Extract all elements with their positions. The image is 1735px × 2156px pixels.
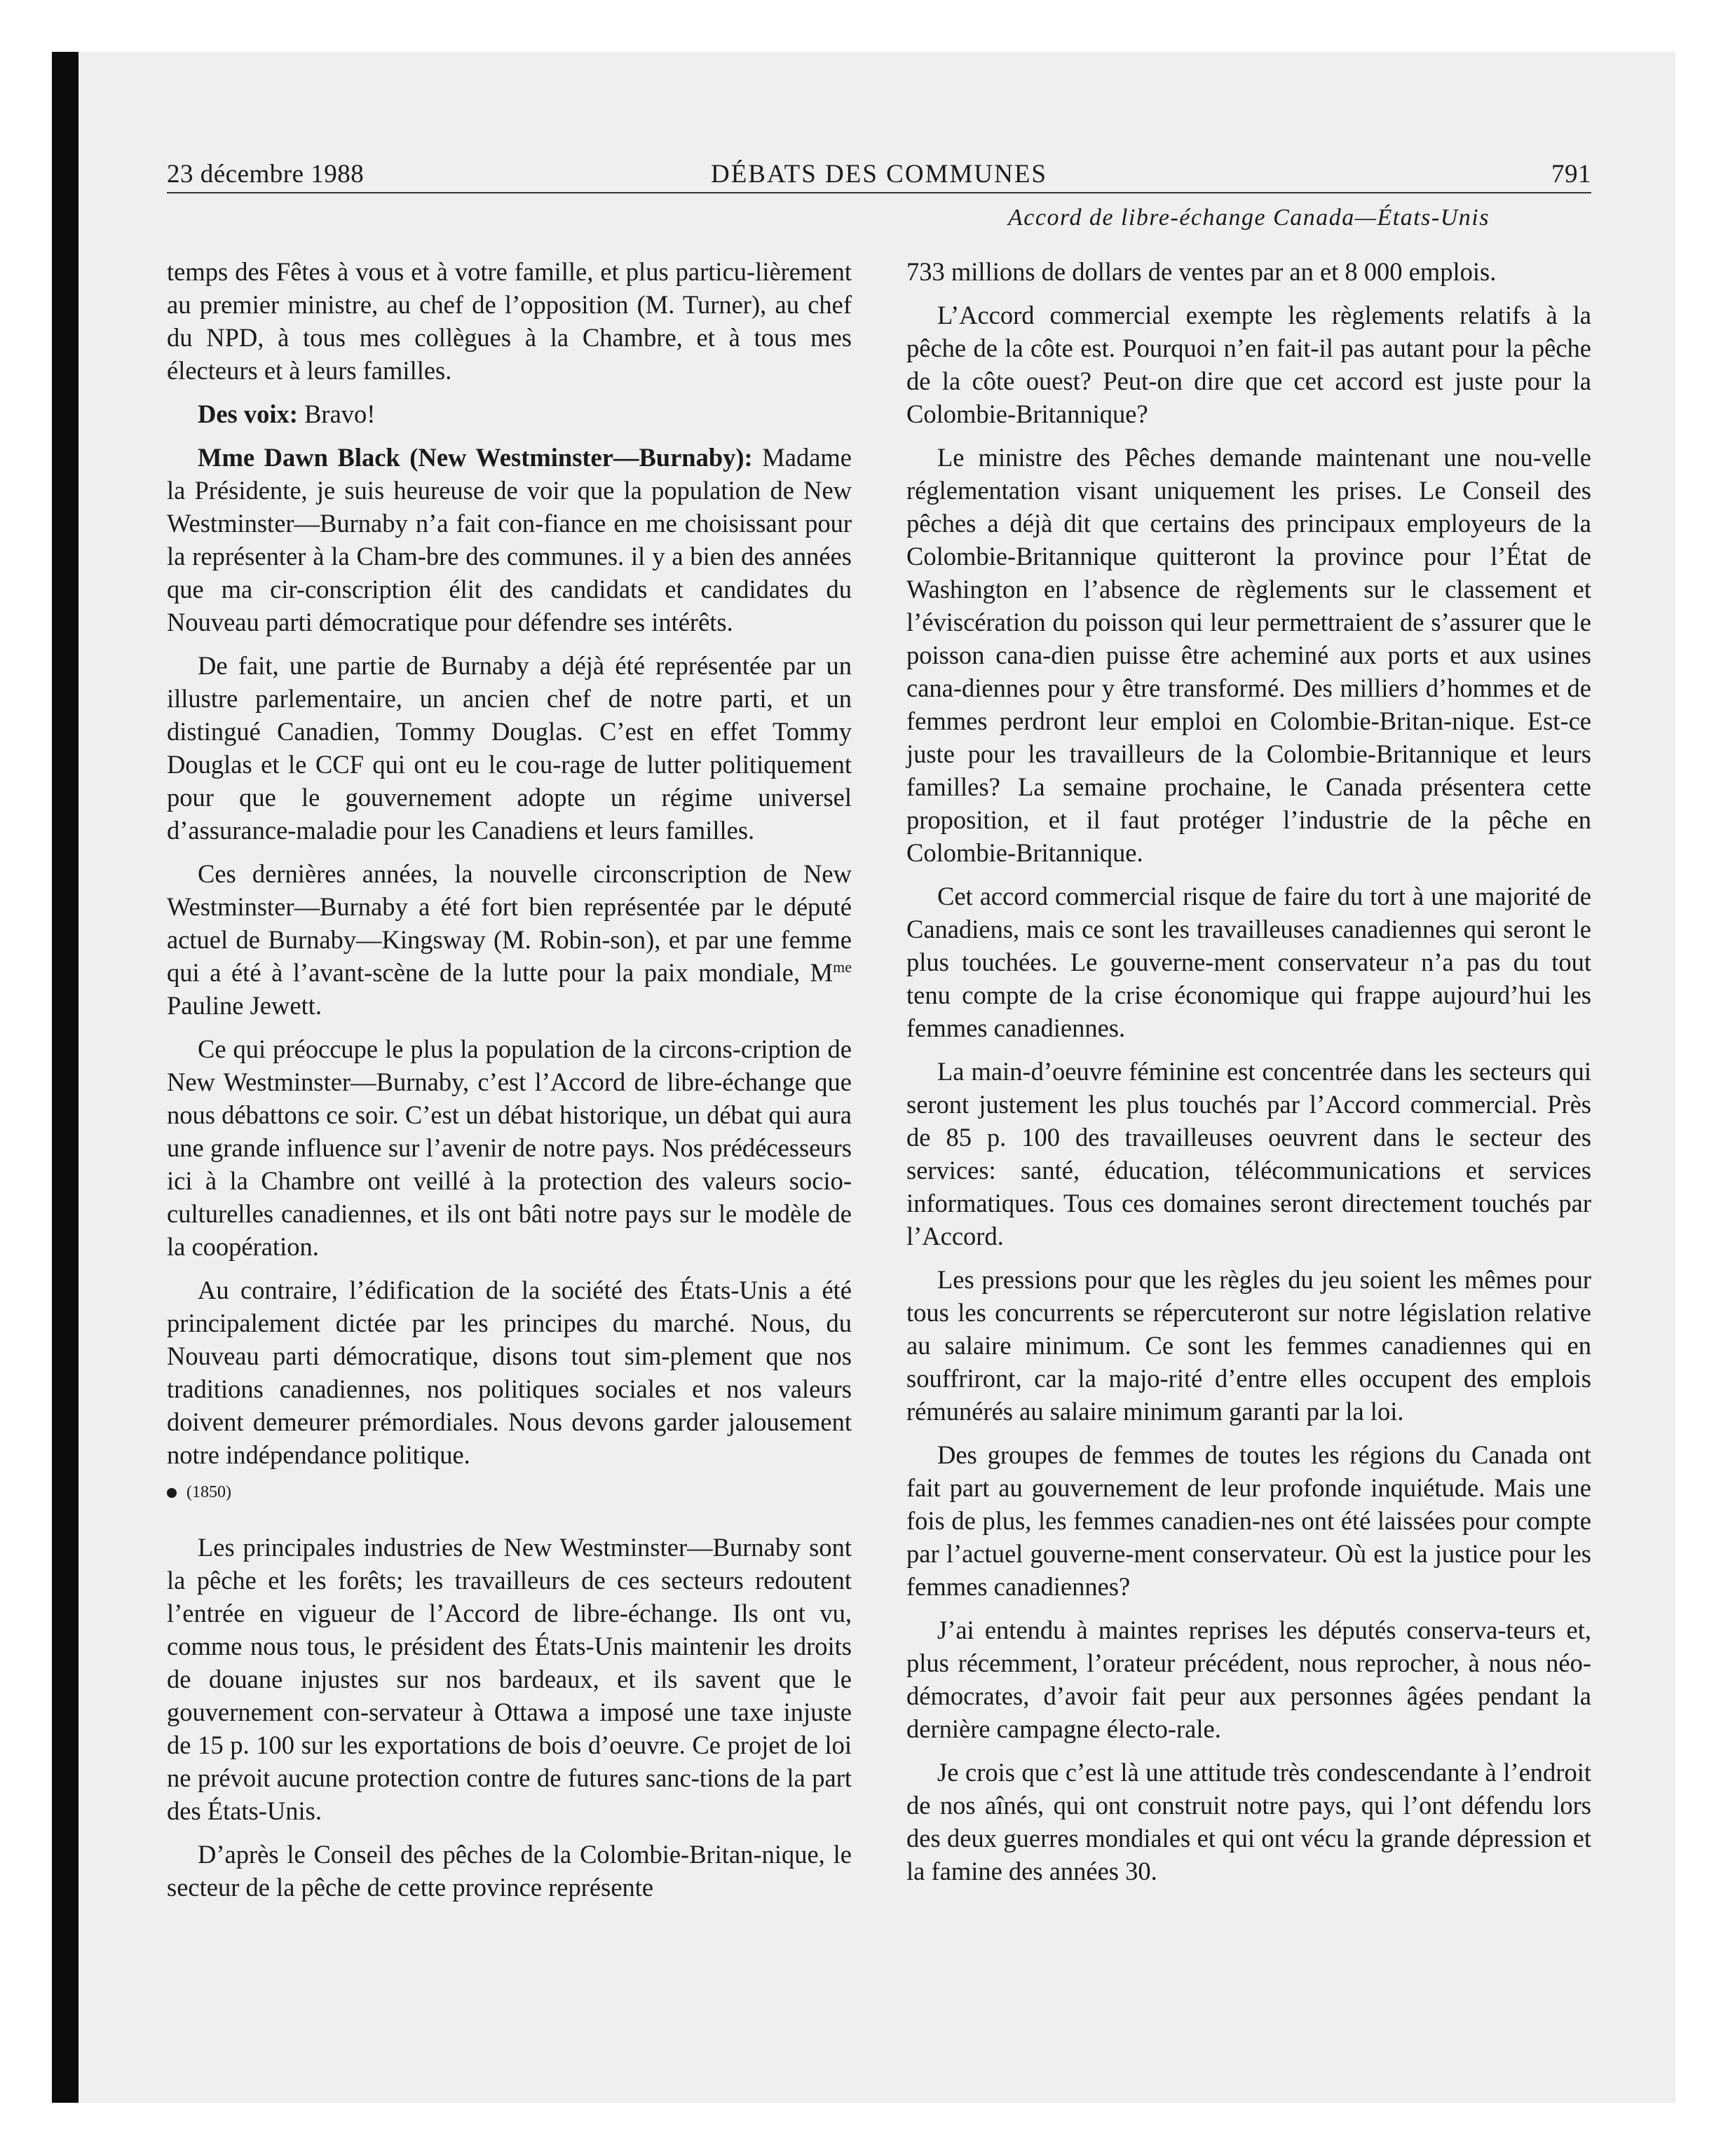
superscript: me [833,957,852,976]
paragraph-text: Bravo! [297,400,376,428]
page-number: 791 [1551,160,1591,189]
paragraph: Je crois que c’est là une attitude très condescendante à l’endroit de nos aînés, qui ont construit notre pays, qui l’ont défendu lors des deux guerres mondiales et qui ont vécu la grande dépression et la famine des années 30. [906,1758,1591,1885]
paragraph: 733 millions de dollars de ventes par an et 8 000 emplois. [906,257,1497,286]
paragraph: De fait, une partie de Burnaby a déjà été représentée par un illustre parlementaire, un ancien chef de notre parti, et un distingué Canadien, Tommy Douglas. C’est en effet Tommy Douglas et le CCF qui ont eu le cou-rage de lutter politiquement pour que le gouvernement adopte un régime universel d’assurance-maladie pour les Canadiens et leurs familles. [167,651,852,845]
running-header [167,158,1591,193]
paragraph-text: Pauline Jewett. [167,991,322,1020]
section-subheading: Accord de libre-échange Canada—États-Unis [1008,205,1490,231]
paragraph: Les pressions pour que les règles du jeu soient les mêmes pour tous les concurrents se répercuteront sur notre législation relative au salaire minimum. Ce sont les femmes canadiennes qui en souffriront, car la majo-rité d’entre elles occupent des emplois rémunérés au salaire minimum garanti par la loi. [906,1265,1591,1426]
paragraph: L’Accord commercial exempte les règlements relatifs à la pêche de la côte est. Pourquoi n’en fait-il pas autant pour la pêche de la côte ouest? Peut-on dire que cet accord est juste pour la Colombie-Britannique? [906,301,1591,428]
time-marker-text: (1850) [186,1483,231,1501]
paragraph [167,441,852,639]
paragraph: La main-d’oeuvre féminine est concentrée dans les secteurs qui seront justement les plus touchés par l’Accord commercial. Près de 85 p. 100 des travailleuses oeuvrent dans le secteur des services: santé, éducation, télécommunications et services informatiques. Tous ces domaines seront directement touchés par l’Accord. [906,1057,1591,1250]
header-title: DÉBATS DES COMMUNES [710,160,1047,189]
paragraph: D’après le Conseil des pêches de la Colombie-Britan-nique, le secteur de la pêche de cette province représente [167,1840,852,1902]
speaker-name: Des voix: [198,400,298,428]
paragraph-text: Madame la Présidente, je suis heureuse de voir que la population de New Westminster—Burnaby n’a fait con-fiance en me choisissant pour la représenter à la Cham-bre des communes. il y a bien des années que ma cir-conscription élit des candidats et candidates du Nouveau parti démocratique pour défendre ses intérêts. [167,443,852,636]
paragraph: Au contraire, l’édification de la société des États-Unis a été principalement dictée par les principes du marché. Nous, du Nouveau parti démocratique, disons tout sim-plement que nos traditions canadiennes, nos politiques sociales et nos valeurs doivent demeurer prémordiales. Nous devons garder jalousement notre indépendance politique. [167,1276,852,1469]
paragraph: temps des Fêtes à vous et à votre famille, et plus particu-lièrement au premier ministre, au chef de l’opposition (M. Turner), au chef du NPD, à tous mes collègues à la Chambre, et à tous mes électeurs et à leurs familles. [167,257,852,385]
scan-binding-edge [52,52,79,2103]
paragraph: J’ai entendu à maintes reprises les députés conserva-teurs et, plus récemment, l’orateur précédent, nous reprocher, à nous néo-démocrates, d’avoir fait peur aux personnes âgées pendant la dernière campagne électo-rale. [906,1616,1591,1743]
hansard-page [167,158,1591,2051]
bullet-icon [167,1488,177,1498]
paragraph: Des groupes de femmes de toutes les régions du Canada ont fait part au gouvernement de leur profonde inquiétude. Mais une fois de plus, les femmes canadien-nes ont été laissées pour compte par l’actuel gouverne-ment conservateur. Où est la justice pour les femmes canadiennes? [906,1440,1591,1601]
paragraph [167,397,852,430]
speaker-name: Mme Dawn Black (New Westminster—Burnaby): [198,443,753,472]
header-date: 23 décembre 1988 [167,160,365,189]
paragraph: Les principales industries de New Westminster—Burnaby sont la pêche et les forêts; les travailleurs de ces secteurs redoutent l’entrée en vigueur de l’Accord de libre-échange. Ils ont vu, comme nous tous, le président des États-Unis maintenir les droits de douane injustes sur nos bardeaux, et ils savent que le gouvernement con-servateur à Ottawa a imposé une taxe injuste de 15 p. 100 sur les exportations de bois d’oeuvre. Ce projet de loi ne prévoit aucune protection contre de futures sanc-tions de la part des États-Unis. [167,1533,852,1825]
right-column [906,255,1591,1898]
paragraph-text: Ces dernières années, la nouvelle circonscription de New Westminster—Burnaby a été fort bien représentée par le député actuel de Burnaby—Kingsway (M. Robin-son), et par une femme qui a été à l’avant-scène de la lutte pour la paix mondiale, M [167,859,852,987]
paragraph: Le ministre des Pêches demande maintenant une nou-velle réglementation visant uniquement les prises. Le Conseil des pêches a déjà dit que certains des principaux employeurs de la Colombie-Britannique quitteront la province pour l’État de Washington en l’absence de règlements sur le classement et l’éviscération du poisson qui leur permettraient de s’assurer que le poisson cana-dien puisse être acheminé aux ports et aux usines cana-diennes pour y être transformé. Des milliers d’hommes et de femmes perdront leur emploi en Colombie-Britan-nique. Est-ce juste pour les travailleurs de la Colombie-Britannique et leurs familles? La semaine prochaine, le Canada présentera cette proposition, et il faut protéger l’industrie de la pêche en Colombie-Britannique. [906,443,1591,867]
time-marker [167,1482,852,1503]
paragraph [167,857,852,1022]
paragraph: Cet accord commercial risque de faire du tort à une majorité de Canadiens, mais ce sont les travailleuses canadiennes qui seront le plus touchées. Le gouverne-ment conservateur n’a pas du tout tenu compte de la crise économique qui frappe aujourd’hui les femmes canadiennes. [906,882,1591,1042]
left-column [167,255,852,1914]
paragraph: Ce qui préoccupe le plus la population de la circons-cription de New Westminster—Burnaby, c’est l’Accord de libre-échange que nous débattons ce soir. C’est un débat historique, un débat qui aura une grande influence sur l’avenir de notre pays. Nos prédécesseurs ici à la Chambre ont veillé à la protection des valeurs socio-culturelles canadiennes, et ils ont bâti notre pays sur le modèle de la coopération. [167,1035,852,1261]
